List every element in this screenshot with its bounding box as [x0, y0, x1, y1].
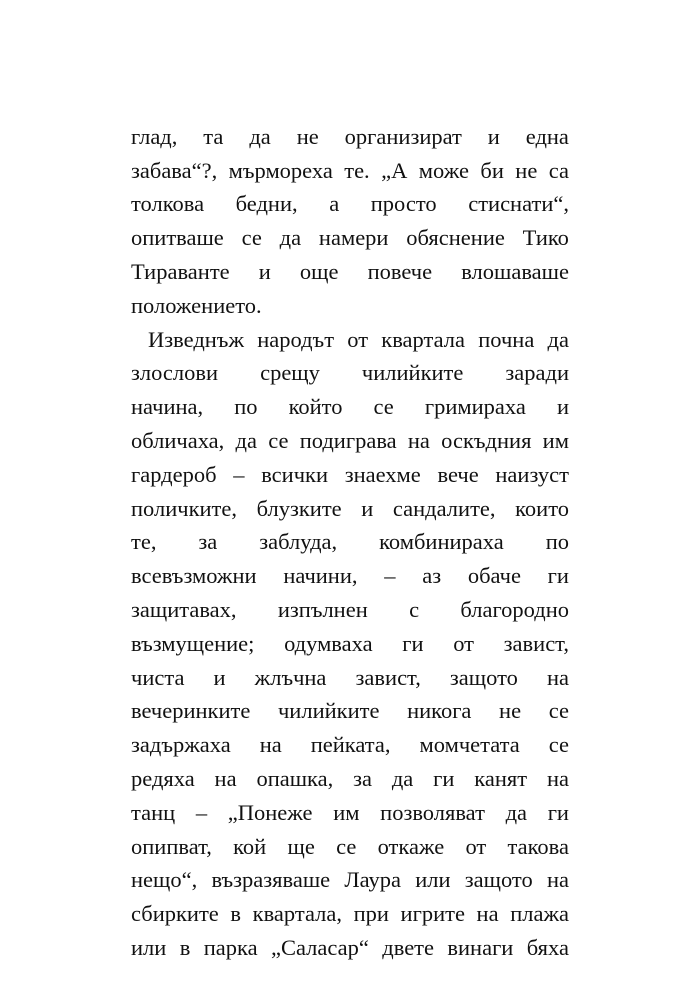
text-line: обличаха, да се подиграва на оскъдния им [131, 428, 569, 454]
text-line: вечеринките чилийките никога не се [131, 698, 569, 724]
text-line: опитваше се да намери обяснение Тико [131, 225, 569, 251]
text-line: поличките, блузките и сандалите, които [131, 495, 569, 521]
text-line: защитавах, изпълнен с благородно [131, 597, 569, 623]
text-line: или в парка „Саласар“ двете винаги бяха [131, 935, 569, 961]
text-line: задържаха на пейката, момчетата се [131, 732, 569, 758]
text-line: начина, по който се гримираха и [131, 394, 569, 420]
text-line: Изведнъж народът от квартала почна да [148, 326, 569, 352]
text-line: положението. [131, 292, 262, 318]
text-line: забава“?, мърмореха те. „А може би не са [131, 157, 569, 183]
text-line: чиста и жлъчна завист, защото на [131, 664, 569, 690]
text-line: Тираванте и още повече влошаваше [131, 259, 569, 285]
text-line: гардероб – всички знаехме вече наизуст [131, 461, 569, 487]
text-line: злослови срещу чилийките заради [131, 360, 569, 386]
text-line: възмущение; одумваха ги от завист, [131, 630, 569, 656]
text-line: танц – „Понеже им позволяват да ги [131, 799, 569, 825]
text-line: редяха на опашка, за да ги канят на [131, 766, 569, 792]
body-text [131, 120, 569, 965]
text-line: всевъзможни начини, – аз обаче ги [131, 563, 569, 589]
text-line: глад, та да не организират и една [131, 123, 569, 149]
text-line: опипват, кой ще се откаже от такова [131, 833, 569, 859]
text-line: сбирките в квартала, при игрите на плажа [131, 901, 569, 927]
text-line: те, за заблуда, комбинираха по [131, 529, 569, 555]
text-line: толкова бедни, а просто стиснати“, [131, 191, 569, 217]
text-line: нещо“, възразяваше Лаура или защото на [131, 867, 569, 893]
